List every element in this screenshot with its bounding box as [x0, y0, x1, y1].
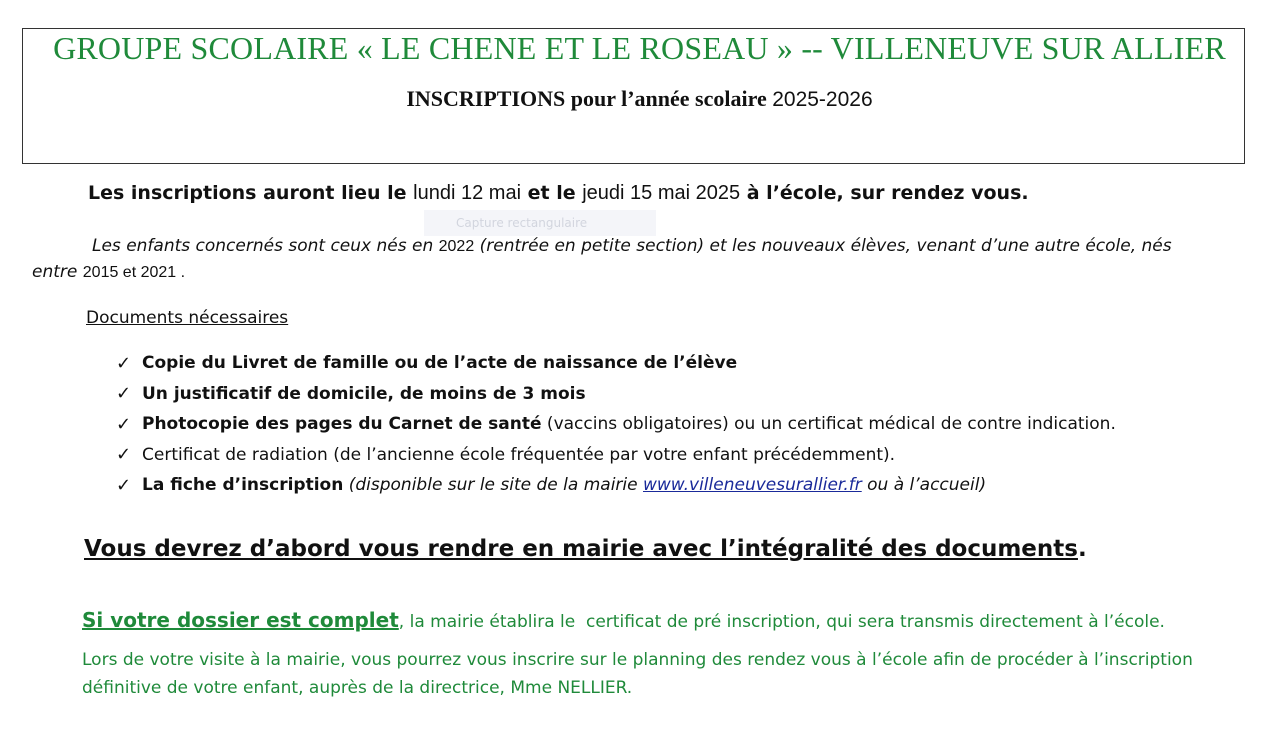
warning-text: Vous devrez d’abord vous rendre en mairie avec l’intégralité des documents [84, 536, 1078, 562]
eligibility-part3: entre [32, 262, 83, 282]
eligibility-part1: Les enfants concernés sont ceux nés en [92, 236, 439, 256]
check-icon: ✓ [116, 444, 132, 466]
check-icon: ✓ [116, 383, 132, 405]
doc-item-italic: (disponible sur le site de la mairie [343, 475, 643, 496]
eligibility-part2: (rentrée en petite section) et les nouveaux élèves, venant d’une autre école, nés [474, 236, 1172, 256]
intro-date1: lundi 12 mai [413, 182, 522, 204]
mairie-website-link[interactable]: www.villeneuvesurallier.fr [643, 475, 862, 496]
school-title: GROUPE SCOLAIRE « LE CHENE ET LE ROSEAU » -- VILLENEUVE SUR ALLIER [53, 30, 1226, 66]
school-year: 2025-2026 [772, 88, 873, 111]
doc-item-italic-end: ou à l’accueil) [861, 475, 987, 496]
list-item [116, 348, 1116, 379]
eligibility-year: 2022 [438, 238, 475, 255]
procedure-line1 [82, 608, 1165, 632]
eligibility-line1 [92, 236, 1172, 256]
eligibility-line2 [32, 262, 185, 282]
warning-end: . [1077, 536, 1087, 562]
list-item [116, 470, 1116, 501]
subtitle-label: INSCRIPTIONS pour l’année scolaire [406, 86, 767, 111]
list-item [116, 440, 1116, 471]
intro-part1: Les inscriptions auront lieu le [88, 182, 414, 204]
doc-item-bold: Copie du Livret de famille ou de l’acte de naissance de l’élève [142, 353, 738, 374]
intro-date2: jeudi 15 mai 2025 [582, 182, 741, 204]
procedure-line3: définitive de votre enfant, auprès de la directrice, Mme NELLIER. [82, 678, 633, 698]
doc-item-bold: Photocopie des pages du Carnet de santé [142, 414, 542, 435]
documents-title: Documents nécessaires [86, 308, 289, 328]
doc-item-bold: La fiche d’inscription [142, 475, 344, 496]
check-icon: ✓ [116, 352, 132, 374]
warning-line [84, 536, 1087, 562]
doc-item-bold: Un justificatif de domicile, de moins de 3 mois [142, 383, 586, 404]
procedure-line1-rest: , la mairie établira le certificat de pré inscription, qui sera transmis directement à l’école. [398, 612, 1165, 632]
procedure-line2: Lors de votre visite à la mairie, vous pourrez vous inscrire sur le planning des rendez vous à l’école afin de procéder à l’inscription [82, 650, 1193, 670]
check-icon: ✓ [116, 413, 132, 435]
ghost-capture-label: Capture rectangulaire [424, 210, 656, 236]
documents-list [116, 348, 1116, 501]
subtitle [0, 86, 1279, 112]
intro-part3: à l’école, sur rendez vous. [740, 182, 1029, 204]
list-item [116, 379, 1116, 410]
intro-part2: et le [521, 182, 583, 204]
eligibility-range: 2015 et 2021 . [82, 264, 186, 281]
procedure-highlight: Si votre dossier est complet [82, 608, 399, 632]
doc-item-rest: (vaccins obligatoires) ou un certificat médical de contre indication. [541, 414, 1116, 435]
check-icon: ✓ [116, 474, 132, 496]
intro-line [88, 182, 1029, 205]
doc-item-rest: Certificat de radiation (de l’ancienne école fréquentée par votre enfant précédemment). [142, 444, 896, 465]
list-item [116, 409, 1116, 440]
